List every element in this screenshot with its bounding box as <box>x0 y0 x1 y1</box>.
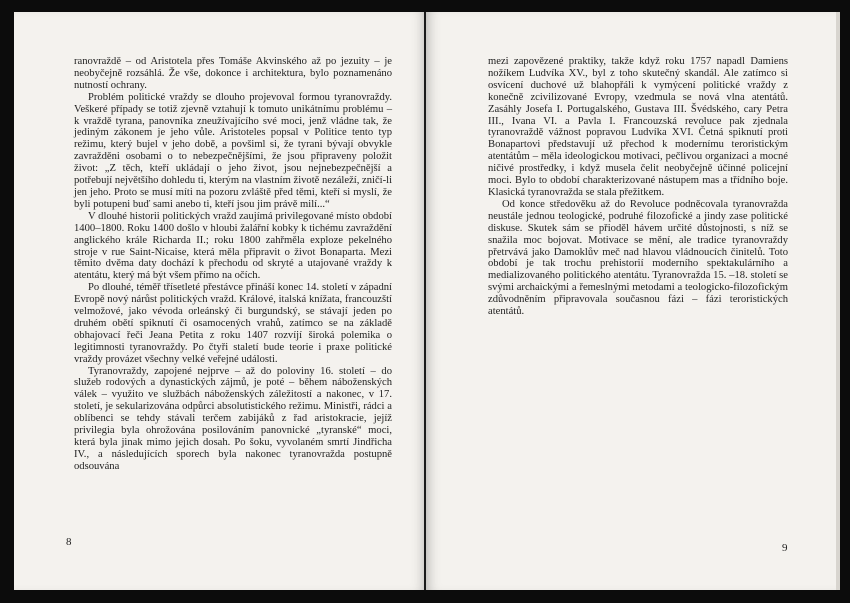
paragraph: Tyranovraždy, zapojené nejprve – až do poloviny 16. století – do služeb rodových a dynastických zájmů, je poté – během náboženských válek – využito ve službách náboženských záležitostí a nakonec, v 17. století, je sekularizována odpůrci absolutistického režimu. Ministři, rádci a oblíbenci se tehdy stávali terčem zabijáků z řad aristokracie, jejíž privilegia byla ohrožována posilováním panovnické „tyranské“ moci, která byla jinak mimo jejich dosah. Po šoku, vyvolaném smrtí Jindřicha IV., a následujících sporech byla nakonec tyranovražda postupně odsouvána <box>74 365 392 472</box>
paragraph: V dlouhé historii politických vražd zaujímá privilegované místo období 1400–1800. Roku 1400 došlo v hloubi žalářní kobky k tichému zavraždění anglického krále Richarda II.; roku 1800 zahřměla exploze pekelného stroje v rue Saint-Nicaise, která měla připravit o život Bonaparta. Mezi těmito dvěma daty dochází k přechodu od skryté a utajované vraždy k atentátu, který má být všem přímo na očích. <box>74 210 392 282</box>
paragraph: Od konce středověku až do Revoluce podněcovala tyranovražda neustále jednou teologické, podruhé filozofické a jindy zase politické diskuse. Skutek sám se přioděl hávem určité důstojnosti, s níž se snažila moc bojovat. Motivace se mění, ale tradice tyranovraždy přetrvává jako Damoklův meč nad hlavou vládnoucích činitelů. Toto období je tak trochu prehistorií moderního spektakulárního a medializovaného politického atentátu. Tyranovražda 15. –18. století se svými archaickými a řemeslnými metodami a teologicko-filozofickým zdůvodněním připravovala současnou fázi – fázi teroristických atentátů. <box>488 198 788 318</box>
page-edge <box>836 12 840 590</box>
right-text-column <box>488 56 788 318</box>
left-text-column <box>74 56 392 473</box>
page-number-right: 9 <box>782 542 788 554</box>
paragraph: Problém politické vraždy se dlouho projevoval formou tyranovraždy. Veškeré případy se totiž zjevně vztahují k tomuto unikátnímu problému – k vraždě tyrana, panovníka zneužívajícího své moci, jenž vládne tak, že jediným zákonem je jeho vůle. Aristoteles popsal v Politice tento typ režimu, který bujel v jeho době, a povšiml si, že tyrani bývají obvykle zavražděni osobami o to nebezpečnějšími, že jsou připraveny položit život: „Z těch, kteří ukládají o jeho život, jsou nejnebezpečnější a potřebují největšího dohledu ti, kterým na vlastním životě nezáleží, zničí-li jen jeho. Proto se musí míti na pozoru zvláště před těmi, kteří si myslí, že byli potupeni buď sami anebo ti, kteří jsou jim právě milí...“ <box>74 91 393 210</box>
paragraph: ranovraždě – od Aristotela přes Tomáše Akvinského až po jezuity – je neobyčejně rozsáhlá. Že vše, dokonce i architektura, bylo poznamenáno nutností ochrany. <box>74 56 392 91</box>
left-page <box>14 12 426 590</box>
paragraph: Po dlouhé, téměř třísetleté přestávce přináší konec 14. století v západní Evropě nový nárůst politických vražd. Králové, italská knížata, francouzští velmožové, jako vévoda orleánský či burgundský, se stávají jeden po druhém obětí spiknutí či osamocených vrahů, zatímco se na základě obhajovací řeči Jeana Petita z roku 1407 rozvíjí široká polemika o legitimnosti tyranovraždy. Po čtyři staletí bude teorie i praxe politické vraždy provázet všechny velké veřejné události. <box>74 282 392 365</box>
page-number-left: 8 <box>66 536 72 548</box>
right-page <box>426 12 836 590</box>
paragraph: mezi zapovězené praktiky, takže když roku 1757 napadl Damiens nožíkem Ludvíka XV., byl z toho skutečný skandál. Ale zatímco si osvícení duchové už blahopřáli k vymýcení politické vraždy z konečně zcivilizované Evropy, vzedmula se nová vlna atentátů. Zasáhly Josefa I. Portugalského, Gustava III. Švédského, cary Petra III., Ivana VI. a Pavla I. Francouzská revoluce pak zjednala tyranovraždě vážnost popravou Ludvíka XVI. Četná spiknutí proti Bonapartovi představují už přechod k modernímu teroristickým atentátům – měla ideologickou motivaci, pečlivou organizaci a mocné ničivé prostředky, i když musela čelit neobyčejně účinné policejní moci. Bylo to období charakterizované nástupem mas a třídního boje. Klasická tyranovražda se stala přežitkem. <box>488 56 788 198</box>
